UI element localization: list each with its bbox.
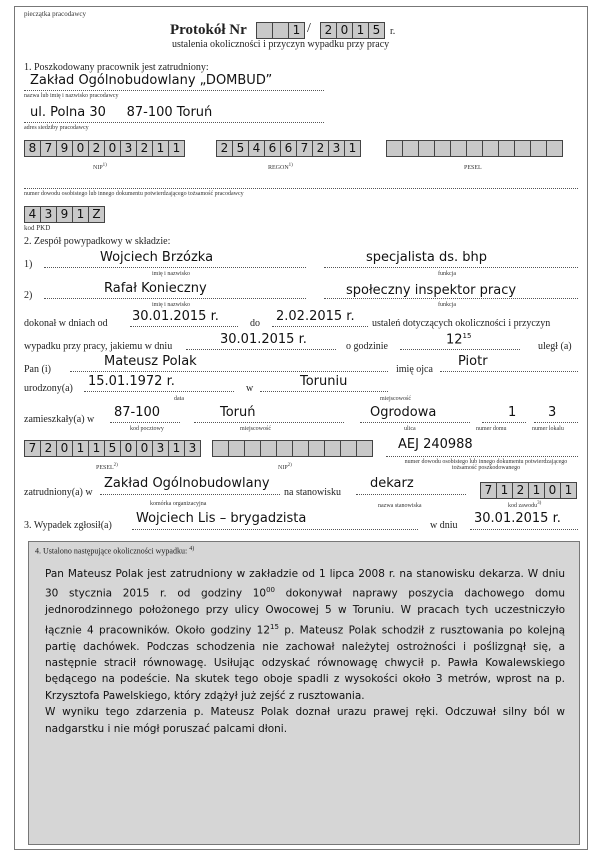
digit-box: [499, 141, 515, 156]
victim-id-label: numer dowodu osobistego lub innego dokumentu potwierdzającego tożsamość poszkodowanego: [404, 459, 568, 471]
suffered-label: uległ (a): [538, 341, 572, 352]
done-rest: ustaleń dotyczących okoliczności i przyczyn: [372, 318, 551, 329]
employed-label: zatrudniony(a) w: [24, 487, 93, 498]
member-1-num: 1): [24, 259, 33, 270]
circumstances-text: Pan Mateusz Polak jest zatrudniony w zakładzie od 1 lipca 2008 r. na stanowisku dekarza. W dniu 30 stycznia 2015 r. od godziny $10^{00}$ dokonywał naprawy poszycia dachowego domu jednorodzinnego położonego przy ulicy Owocowej 5 w Toruniu. W pracach tych uczestniczyło łącznie 4 pracowników. Około godziny $12^{15}$ p. Mateusz Polak schodził z rusztowania po kolejną partię dachówek. Podczas schodzenia nie zachował należytej ostrożności i poślizgnął się, a następnie stracił równowagę. Usiłując odzyskać równowagę chwycił p. Pawła Kowalewskiego będącego na podeście. Na skutek tego oboje spadli z wysokości około 3 metrów, wprost na p. Krzysztofa Pawelskiego, który zdążył już zejść z rusztowania. W wyniku tego zdarzenia p. Mateusz Polak doznał urazu prawej ręki. Odczuwał silny ból w nadgarstku i nie mógł poruszać palcami dłoni.: [45, 568, 566, 735]
digit-box: 3: [121, 141, 137, 156]
function-label-1: funkcja: [438, 271, 456, 277]
father-name: Piotr: [458, 354, 488, 369]
city: Toruń: [220, 405, 256, 420]
digit-box: 6: [281, 141, 297, 156]
digit-box: 7: [41, 141, 57, 156]
pan-label: Pan (i): [24, 364, 51, 375]
w-label: w: [246, 383, 254, 394]
section1-heading: 1. Poszkodowany pracownik jest zatrudniony:: [24, 62, 209, 73]
member-2-name: Rafał Konieczny: [104, 281, 207, 296]
employed-in: Zakład Ogólnobudowlany: [104, 476, 270, 491]
member-2-function: społeczny inspektor pracy: [346, 283, 517, 298]
section2-heading: 2. Zespół powypadkowy w składzie:: [24, 236, 171, 247]
digit-box: 0: [57, 441, 73, 456]
digit-box: 2: [137, 141, 153, 156]
section3-label: 3. Wypadek zgłosił(a): [24, 520, 112, 531]
circumstances-box: [28, 541, 580, 845]
digit-box: 0: [73, 141, 89, 156]
member-1-name: Wojciech Brzózka: [100, 250, 214, 265]
title: Protokół Nr: [170, 22, 247, 38]
victim-nip-label: NIP$^{2)}$: [278, 463, 292, 471]
protocol-year: [320, 22, 385, 39]
digit-box: 1: [497, 483, 513, 498]
digit-box: [419, 141, 435, 156]
unit-label: komórka organizacyjna: [150, 501, 207, 507]
nip-label: NIP$^{1)}$: [93, 163, 107, 171]
job-code-label: kod zawodu$^{3)}$: [508, 501, 542, 509]
victim-pesel-boxes: [24, 440, 201, 457]
date-to: 2.02.2015 r.: [276, 309, 355, 324]
position: dekarz: [370, 476, 414, 491]
digit-box: 5: [372, 23, 381, 37]
report-day-label: w dniu: [430, 520, 458, 531]
digit-box: 1: [564, 483, 573, 497]
postal-label: kod pocztowy: [130, 426, 164, 432]
digit-box: 3: [153, 441, 169, 456]
digit-box: [229, 441, 245, 456]
protocol-number: [256, 22, 305, 39]
position-name-label: nazwa stanowiska: [378, 503, 422, 509]
employer-address-label: adres siedziby pracodawcy: [24, 125, 89, 131]
digit-box: 1: [172, 141, 181, 155]
employer-name: Zakład Ogólnobudowlany „DOMBUD”: [30, 73, 273, 88]
digit-box: 9: [57, 141, 73, 156]
digit-box: 2: [513, 483, 529, 498]
digit-box: 6: [265, 141, 281, 156]
digit-box: 1: [73, 207, 89, 222]
victim-name: Mateusz Polak: [104, 354, 197, 369]
digit-box: 7: [481, 483, 497, 498]
digit-box: 4: [249, 141, 265, 156]
postal-code: 87-100: [114, 405, 161, 420]
to-label: do: [250, 318, 260, 329]
street-label: ulica: [404, 426, 416, 432]
digit-box: [277, 441, 293, 456]
reporter: Wojciech Lis – brygadzista: [136, 511, 307, 526]
digit-box: [547, 141, 562, 156]
digit-box: 1: [529, 483, 545, 498]
digit-box: 7: [297, 141, 313, 156]
digit-box: [515, 141, 531, 156]
pesel-label: PESEL: [464, 165, 482, 171]
digit-box: 0: [105, 141, 121, 156]
digit-box: 5: [105, 441, 121, 456]
digit-box: 0: [121, 441, 137, 456]
digit-box: 0: [545, 483, 561, 498]
member-2-num: 2): [24, 290, 33, 301]
digit-box: [387, 141, 403, 156]
street: Ogrodowa: [370, 405, 437, 420]
digit-box: 2: [89, 141, 105, 156]
digit-box: 1: [73, 441, 89, 456]
digit-box: 7: [25, 441, 41, 456]
name-label-2: imię i nazwisko: [152, 302, 190, 308]
year-suffix: r.: [390, 26, 396, 37]
pkd-label: kod PKD: [24, 224, 51, 232]
birth-date: 15.01.1972 r.: [88, 374, 175, 389]
accident-date: 30.01.2015 r.: [220, 332, 307, 347]
hour-label: o godzinie: [346, 341, 388, 352]
digit-box: [261, 441, 277, 456]
section4-heading: 4. Ustalono następujące okoliczności wypadku: $^{4)}$: [35, 546, 195, 556]
digit-box: 0: [137, 441, 153, 456]
digit-box: 1: [89, 441, 105, 456]
stamp-label: pieczątka pracodawcy: [24, 10, 86, 18]
digit-box: 3: [188, 441, 197, 455]
digit-box: [257, 23, 273, 38]
birth-place: Toruniu: [300, 374, 348, 389]
house-label: numer domu: [476, 426, 507, 432]
position-label: na stanowisku: [284, 487, 341, 498]
date-from: 30.01.2015 r.: [132, 309, 219, 324]
report-date: 30.01.2015 r.: [474, 511, 561, 526]
date-label: data: [174, 396, 184, 402]
digit-box: [403, 141, 419, 156]
house-no: 1: [508, 405, 517, 420]
job-code-boxes: [480, 482, 577, 499]
function-label-2: funkcja: [438, 302, 456, 308]
city-label: miejscowość: [240, 426, 271, 432]
employer-id-label: numer dowodu osobistego lub innego dokumentu potwierdzającego tożsamość pracodawcy: [24, 191, 244, 197]
digit-box: [273, 23, 289, 38]
digit-box: 1: [292, 23, 301, 37]
flat-label: numer lokalu: [532, 426, 564, 432]
name-label-1: imię i nazwisko: [152, 271, 190, 277]
digit-box: 9: [57, 207, 73, 222]
victim-pesel-label: PESEL$^{2)}$: [96, 463, 118, 471]
digit-box: 2: [217, 141, 233, 156]
digit-box: [325, 441, 341, 456]
employer-name-label: nazwa lub imię i nazwisko pracodawcy: [24, 93, 119, 99]
nip-boxes: [24, 140, 185, 157]
digit-box: 3: [329, 141, 345, 156]
digit-box: [309, 441, 325, 456]
digit-box: 2: [321, 23, 337, 38]
digit-box: 3: [41, 207, 57, 222]
digit-box: 1: [169, 441, 185, 456]
accident-hour: $12^{15}$: [446, 332, 472, 348]
digit-box: 0: [337, 23, 353, 38]
regon-label: REGON$^{1)}$: [268, 163, 293, 171]
digit-box: [467, 141, 483, 156]
subtitle: ustalenia okoliczności i przyczyn wypadku przy pracy: [172, 39, 390, 50]
digit-box: [213, 441, 229, 456]
victim-id: AEJ 240988: [398, 437, 473, 452]
slash: /: [307, 21, 311, 36]
digit-box: 2: [313, 141, 329, 156]
digit-box: [341, 441, 357, 456]
digit-box: [483, 141, 499, 156]
digit-box: [451, 141, 467, 156]
digit-box: 2: [41, 441, 57, 456]
digit-box: [435, 141, 451, 156]
member-1-function: specjalista ds. bhp: [366, 250, 487, 265]
resides-label: zamieszkały(a) w: [24, 414, 95, 425]
accident-day-label: wypadku przy pracy, jakiemu w dniu: [24, 341, 173, 352]
digit-box: 8: [25, 141, 41, 156]
regon-boxes: [216, 140, 361, 157]
digit-box: [245, 441, 261, 456]
digit-box: 1: [353, 23, 369, 38]
pesel-boxes: [386, 140, 563, 157]
digit-box: 1: [153, 141, 169, 156]
digit-box: 4: [25, 207, 41, 222]
place-label: miejscowość: [380, 396, 411, 402]
digit-box: [293, 441, 309, 456]
digit-box: [357, 441, 372, 456]
pkd-boxes: [24, 206, 105, 223]
employer-address: ul. Polna 30 87-100 Toruń: [30, 105, 213, 120]
father-label: imię ojca: [396, 364, 433, 375]
victim-nip-boxes: [212, 440, 373, 457]
flat-no: 3: [548, 405, 557, 420]
born-label: urodzony(a): [24, 383, 73, 394]
digit-box: 5: [233, 141, 249, 156]
digit-box: 1: [348, 141, 357, 155]
digit-box: [531, 141, 547, 156]
done-label: dokonał w dniach od: [24, 318, 108, 329]
digit-box: Z: [92, 207, 101, 221]
